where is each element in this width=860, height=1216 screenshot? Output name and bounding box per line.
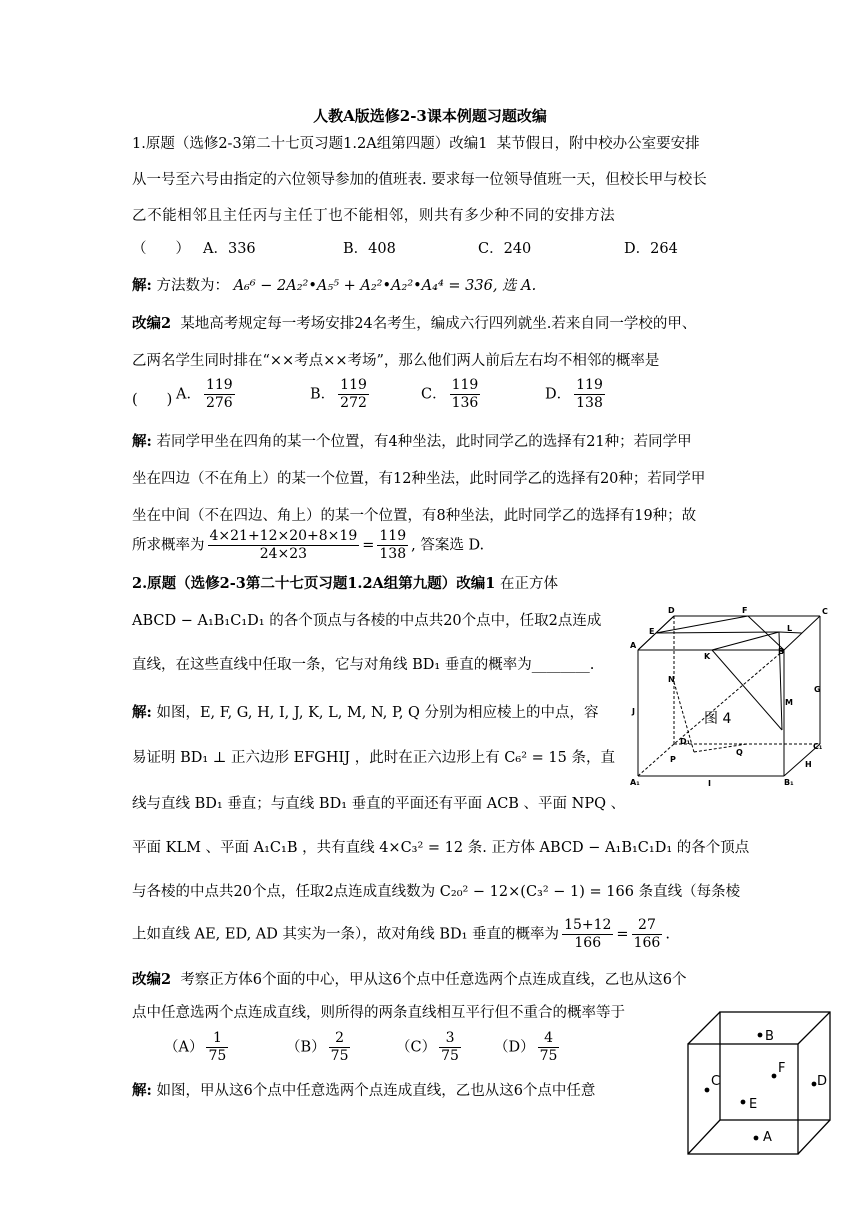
q1b-paren: ( ) [132,392,173,408]
face-center-label-c: C [711,1074,721,1089]
cube-face-centers-figure [686,1010,836,1160]
fraction: $\frac{27}{166}$ [633,917,661,951]
face-center-label-f: F [778,1061,786,1076]
q1-solution-text: 方法数为： [156,278,229,294]
point-label-p: P [670,755,676,764]
q2b-solution: 解: 如图，甲从这6个点中任意选两个点连成直线，乙也从这6个点中任意 [132,1082,596,1099]
fraction: $\frac{119}{272}$ [340,377,367,411]
point-label-b: B [778,647,785,656]
q2b-heading: 改编2 [132,971,172,988]
point-label-h: H [805,760,812,769]
q1-option-b: B．408 [343,241,396,257]
q1-solution [132,276,536,296]
q1-line-2: 从一号至六号由指定的六位领导参加的值班表. 要求每一位领导值班一天，但校长甲与校长 [132,172,707,188]
q2b-option-d: （D） $\frac{4}{75}$ [494,1030,558,1064]
fraction: $\frac{119}{136}$ [451,377,479,411]
q2b-option-b: （B） $\frac{2}{75}$ [286,1030,349,1064]
point-label-i: I [708,779,711,788]
point-label-d1: D₁ [680,737,691,746]
point-label-b1: B₁ [784,778,794,787]
point-label-n: N [668,675,675,684]
q1b-option-b: B． $\frac{119}{272}$ [310,377,367,411]
fraction: $\frac{119}{138}$ [576,377,603,411]
point-label-a: A [630,641,637,650]
q1b-text-1: 某地高考规定每一考场安排24名考生，编成六行四列就坐.若来自同一学校的甲、 [180,316,697,332]
q1-text-1: 某节假日，附中校办公室要安排 [496,136,700,152]
q2-heading: 2.原题（选修2-3第二十七页习题1.2A组第九题）改编1 [132,575,496,592]
q1-solution-label: 解: [132,277,152,294]
fraction: $\frac{3}{75}$ [441,1030,459,1064]
q1b-solution-2: 坐在四边（不在角上）的某一个位置，有12种坐法，此时同学乙的选择有20种；若同学甲 [132,471,706,487]
q1b-option-d: D． $\frac{119}{138}$ [545,377,603,411]
point-label-c: C [822,607,828,616]
q2-solution-6: 上如直线 AE, ED, AD 其实为一条），故对角线 BD₁ 垂直的概率为 $\frac{15+12}{166}$ = $\frac{27}{166}$ . [132,917,670,951]
point-label-g: G [814,685,821,694]
q2b-option-a: （A） $\frac{1}{75}$ [164,1030,227,1064]
q1b-solution-3: 坐在中间（不在四边、角上）的某一个位置，有8种坐法，此时同学乙的选择有19种；故 [132,508,697,524]
figure-caption: 图 4 [704,711,732,727]
fraction: $\frac{15+12}{166}$ [564,917,612,951]
q2-solution-5: 与各棱的中点共20个点，任取2点连成直线数为 C₂₀² − 12×(C₃² − 1) = 166 条直线（每条棱 [132,884,741,900]
point-label-a1: A₁ [630,778,640,787]
q1b-option-c: C． $\frac{119}{136}$ [421,377,479,411]
q1b-option-a: A． $\frac{119}{276}$ [176,377,233,411]
point-label-j: J [632,707,635,716]
q2b-solution-label: 解: [132,1082,152,1099]
point-label-f: F [742,606,748,615]
q2-line-2: ABCD − A₁B₁C₁D₁ 的各个顶点与各棱的中点共20个点中，任取2点连成 [132,613,602,629]
point-label-q: Q [736,748,743,757]
q1b-heading: 改编2 [132,315,172,332]
q2-line-3: 直线，在这些直线中任取一条，它与对角线 BD₁ 垂直的概率为________. [132,657,595,673]
point-label-c1: C₁ [813,742,823,751]
q1-option-a: A．336 [203,241,256,257]
point-label-d: D [668,606,675,615]
q2b-line-1: 改编2 考察正方体6个面的中心，甲从这6个点中任意选两个点连成直线，乙也从这6个 [132,971,687,988]
q2b-option-c: （C） $\frac{3}{75}$ [396,1030,459,1064]
fraction: $\frac{4}{75}$ [539,1030,558,1064]
q2-line-1: 2.原题（选修2-3第二十七页习题1.2A组第九题）改编1 在正方体 [132,575,559,592]
q1-line-3: 乙不能相邻且主任丙与主任丁也不能相邻，则共有多少种不同的安排方法 [132,208,616,224]
q1-solution-formula: A₆⁶ − 2A₂²•A₅⁵ + A₂²•A₂²•A₄⁴ = 336, 选 A. [233,278,537,294]
document-title: 人教A版选修2-3课本例题习题改编 [313,107,547,125]
point-label-e: E [649,627,655,636]
q1b-line-2: 乙两名学生同时排在“××考点××考场”，那么他们两人前后左右均不相邻的概率是 [132,353,660,369]
q2-solution-2: 易证明 BD₁ ⊥ 正六边形 EFGHIJ ，此时在正六边形上有 C₆² = 15 条，直 [132,750,615,766]
face-center-label-a: A [763,1130,772,1145]
q1-paren: （ ） [132,241,190,257]
q2-solution-1: 解: 如图，E, F, G, H, I, J, K, L, M, N, P, Q 分别为相应棱上的中点，容 [132,704,599,721]
q1-option-d: D．264 [624,241,678,257]
q1b-line-1 [132,314,696,334]
q1b-solution-label: 解: [132,433,152,450]
fraction: $\frac{1}{75}$ [208,1030,227,1064]
q2-solution-3: 线与直线 BD₁ 垂直；与直线 BD₁ 垂直的平面还有平面 ACB 、平面 NPQ 、 [132,796,626,812]
q1-heading: 1.原题（选修2-3第二十七页习题1.2A组第四题）改编1 [132,136,488,152]
q1-line-1 [132,134,700,154]
face-center-label-b: B [765,1029,774,1044]
fraction: $\frac{119}{138}$ [379,528,407,562]
point-label-m: M [785,698,793,707]
point-label-l: L [787,624,793,633]
fraction: $\frac{119}{276}$ [205,377,233,411]
cube-figure-4 [624,602,830,792]
q2-solution-4: 平面 KLM 、平面 A₁C₁B ，共有直线 4×C₃² = 12 条. 正方体 ABCD − A₁B₁C₁D₁ 的各个顶点 [132,840,750,856]
point-label-k: K [704,652,711,661]
fraction: $\frac{4\times 21+12\times 20+8\times 19}{24\times 23}$ [209,528,358,562]
q2-solution-label: 解: [132,704,152,721]
face-center-label-d: D [817,1074,828,1089]
q2b-line-2: 点中任意选两个点连成直线，则所得的两条直线相互平行但不重合的概率等于 [132,1005,625,1021]
q1-option-c: C．240 [478,241,532,257]
face-center-label-e: E [749,1097,758,1112]
q1b-solution-1: 解: 若同学甲坐在四角的某一个位置，有4种坐法，此时同学乙的选择有21种；若同学甲 [132,433,692,450]
q1b-solution-4: 所求概率为 $\frac{4\times 21+12\times 20+8\times 19}{24\times 23}$ = $\frac{119}{138}$ , 答案选 D. [132,528,485,562]
fraction: $\frac{2}{75}$ [330,1030,349,1064]
